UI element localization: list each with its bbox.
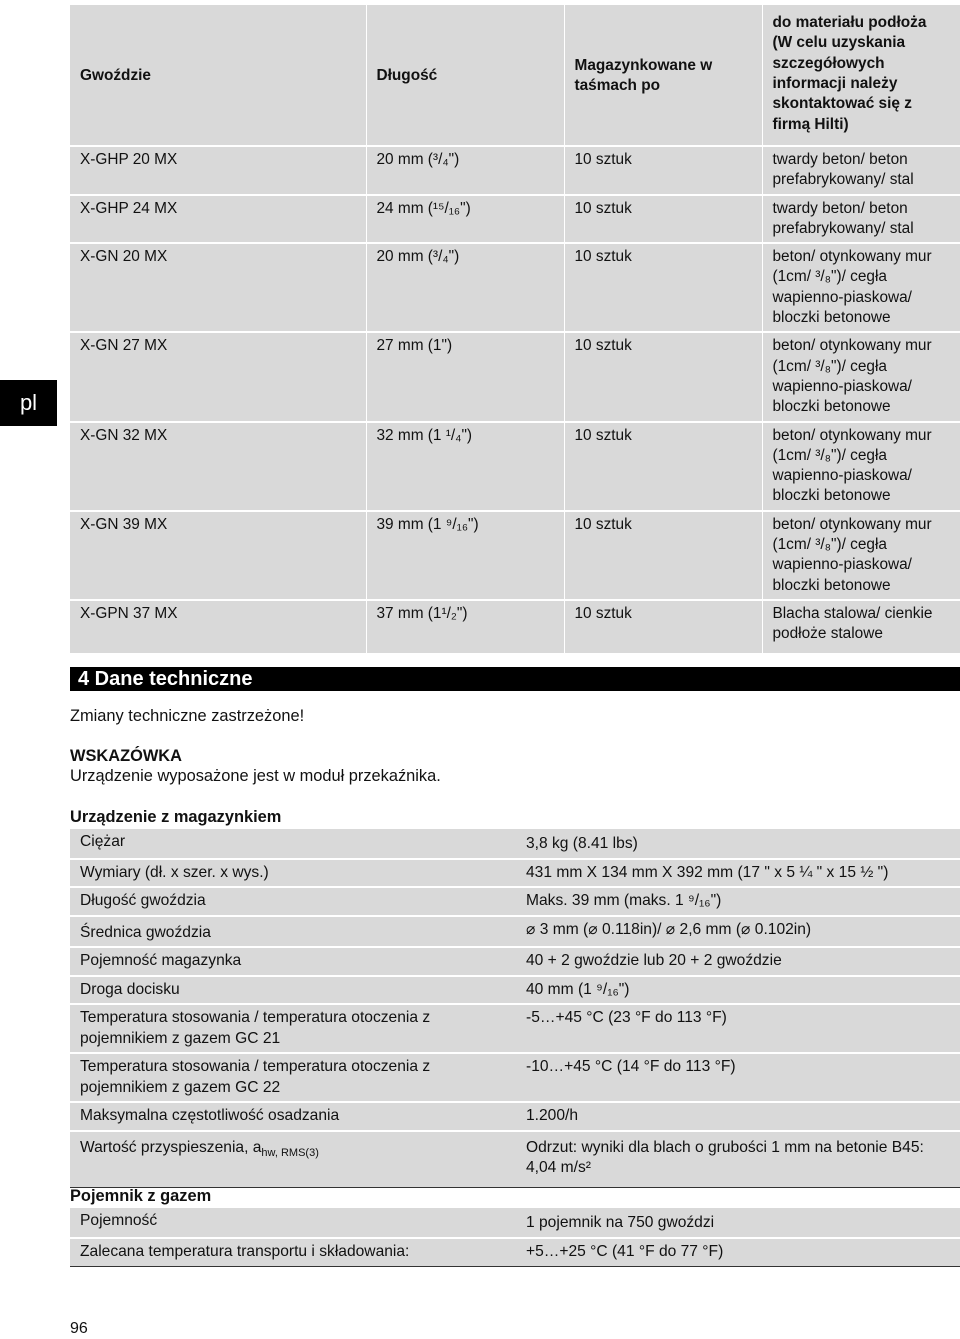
spec-value: ⌀ 3 mm (⌀ 0.118in)/ ⌀ 2,6 mm (⌀ 0.102in) bbox=[510, 916, 960, 948]
nails-table-header bbox=[70, 5, 960, 146]
spec-label: Pojemność magazynka bbox=[70, 947, 510, 976]
nail-length: 20 mm (³/₄") bbox=[366, 146, 564, 195]
spec-row bbox=[70, 916, 960, 948]
spec-row bbox=[70, 1131, 960, 1188]
nail-name: X-GN 27 MX bbox=[70, 332, 366, 421]
nail-name: X-GHP 24 MX bbox=[70, 195, 366, 244]
nail-length: 32 mm (1 ¹/₄") bbox=[366, 422, 564, 511]
spec-row bbox=[70, 1208, 960, 1238]
table-row bbox=[70, 146, 960, 195]
spec-value: 3,8 kg (8.41 lbs) bbox=[510, 829, 960, 859]
spec-value: 40 + 2 gwoździe lub 20 + 2 gwoździe bbox=[510, 947, 960, 976]
nails-table bbox=[70, 5, 960, 655]
nail-material: Blacha stalowa/ cienkie podłoże stalowe bbox=[762, 600, 960, 654]
nail-length: 39 mm (1 ⁹/₁₆") bbox=[366, 511, 564, 600]
spec-label bbox=[70, 1131, 510, 1188]
note-text: Urządzenie wyposażone jest w moduł przekaźnika. bbox=[70, 767, 441, 785]
spec-row bbox=[70, 976, 960, 1005]
table-row bbox=[70, 332, 960, 421]
device-specs-table bbox=[70, 829, 960, 1188]
spec-label: Długość gwoździa bbox=[70, 887, 510, 916]
table-row bbox=[70, 511, 960, 600]
spec-value: Odrzut: wyniki dla blach o grubości 1 mm na betonie B45: 4,04 m/s² bbox=[510, 1131, 960, 1188]
spec-row bbox=[70, 887, 960, 916]
note-heading: WSKAZÓWKA bbox=[70, 747, 182, 765]
spec-label: Wymiary (dł. x szer. x wys.) bbox=[70, 859, 510, 888]
spec-value: 1.200/h bbox=[510, 1102, 960, 1131]
spec-value: +5…+25 °C (41 °F do 77 °F) bbox=[510, 1238, 960, 1267]
spec-value: 1 pojemnik na 750 gwoździ bbox=[510, 1208, 960, 1238]
nail-material: beton/ otynkowany mur (1cm/ ³/₈")/ cegła wapienno-piaskowa/ bloczki betonowe bbox=[762, 511, 960, 600]
nail-magazine: 10 sztuk bbox=[564, 332, 762, 421]
notice-line: Zmiany techniczne zastrzeżone! bbox=[70, 707, 305, 725]
gas-heading: Pojemnik z gazem bbox=[70, 1187, 212, 1205]
header-nails: Gwoździe bbox=[70, 5, 366, 146]
spec-label: Droga docisku bbox=[70, 976, 510, 1005]
spec-label: Pojemność bbox=[70, 1208, 510, 1238]
spec-row bbox=[70, 859, 960, 888]
nail-material: beton/ otynkowany mur (1cm/ ³/₈")/ cegła wapienno-piaskowa/ bloczki betonowe bbox=[762, 332, 960, 421]
spec-value: Maks. 39 mm (maks. 1 ⁹/₁₆") bbox=[510, 887, 960, 916]
spec-value: 431 mm X 134 mm X 392 mm (17 " x 5 ¼ " x 15 ½ ") bbox=[510, 859, 960, 888]
spec-row bbox=[70, 947, 960, 976]
table-row bbox=[70, 243, 960, 332]
nail-length: 24 mm (¹⁵/₁₆") bbox=[366, 195, 564, 244]
spec-label: Ciężar bbox=[70, 829, 510, 859]
spec-row bbox=[70, 1004, 960, 1053]
header-material: do materiału podłoża (W celu uzyskania szczegółowych informacji należy skontaktować się z firmą Hilti) bbox=[762, 5, 960, 146]
header-magazine: Magazynkowane w taśmach po bbox=[564, 5, 762, 146]
nail-name: X-GN 39 MX bbox=[70, 511, 366, 600]
spec-value: -5…+45 °C (23 °F do 113 °F) bbox=[510, 1004, 960, 1053]
device-heading: Urządzenie z magazynkiem bbox=[70, 808, 282, 826]
accel-label: Wartość przyspieszenia, a bbox=[80, 1138, 262, 1156]
table-row bbox=[70, 422, 960, 511]
spec-label: Temperatura stosowania / temperatura otoczenia z pojemnikiem z gazem GC 22 bbox=[70, 1053, 510, 1102]
spec-row bbox=[70, 1053, 960, 1102]
nail-name: X-GPN 37 MX bbox=[70, 600, 366, 654]
spec-label: Średnica gwoździa bbox=[70, 916, 510, 948]
nail-magazine: 10 sztuk bbox=[564, 195, 762, 244]
accel-subscript: hw, RMS(3) bbox=[261, 1146, 319, 1159]
nail-magazine: 10 sztuk bbox=[564, 600, 762, 654]
nail-length: 20 mm (³/₄") bbox=[366, 243, 564, 332]
spec-row bbox=[70, 1238, 960, 1267]
nail-length: 37 mm (1¹/₂") bbox=[366, 600, 564, 654]
nail-material: beton/ otynkowany mur (1cm/ ³/₈")/ cegła wapienno-piaskowa/ bloczki betonowe bbox=[762, 243, 960, 332]
page-number: 96 bbox=[70, 1320, 88, 1337]
spec-value: 40 mm (1 ⁹/₁₆") bbox=[510, 976, 960, 1005]
section-title: 4 Dane techniczne bbox=[70, 667, 960, 691]
nail-name: X-GHP 20 MX bbox=[70, 146, 366, 195]
nail-magazine: 10 sztuk bbox=[564, 511, 762, 600]
spec-row bbox=[70, 1102, 960, 1131]
nail-material: twardy beton/ beton prefabrykowany/ stal bbox=[762, 146, 960, 195]
nail-name: X-GN 32 MX bbox=[70, 422, 366, 511]
table-row bbox=[70, 600, 960, 654]
nail-name: X-GN 20 MX bbox=[70, 243, 366, 332]
nail-magazine: 10 sztuk bbox=[564, 243, 762, 332]
nail-material: beton/ otynkowany mur (1cm/ ³/₈")/ cegła wapienno-piaskowa/ bloczki betonowe bbox=[762, 422, 960, 511]
spec-row bbox=[70, 829, 960, 859]
table-row bbox=[70, 195, 960, 244]
gas-specs-table bbox=[70, 1208, 960, 1267]
spec-label: Temperatura stosowania / temperatura otoczenia z pojemnikiem z gazem GC 21 bbox=[70, 1004, 510, 1053]
language-tab: pl bbox=[0, 380, 57, 426]
nail-length: 27 mm (1") bbox=[366, 332, 564, 421]
spec-label: Zalecana temperatura transportu i składowania: bbox=[70, 1238, 510, 1267]
spec-label: Maksymalna częstotliwość osadzania bbox=[70, 1102, 510, 1131]
nail-magazine: 10 sztuk bbox=[564, 422, 762, 511]
nail-material: twardy beton/ beton prefabrykowany/ stal bbox=[762, 195, 960, 244]
nail-magazine: 10 sztuk bbox=[564, 146, 762, 195]
header-length: Długość bbox=[366, 5, 564, 146]
spec-value: -10…+45 °C (14 °F do 113 °F) bbox=[510, 1053, 960, 1102]
